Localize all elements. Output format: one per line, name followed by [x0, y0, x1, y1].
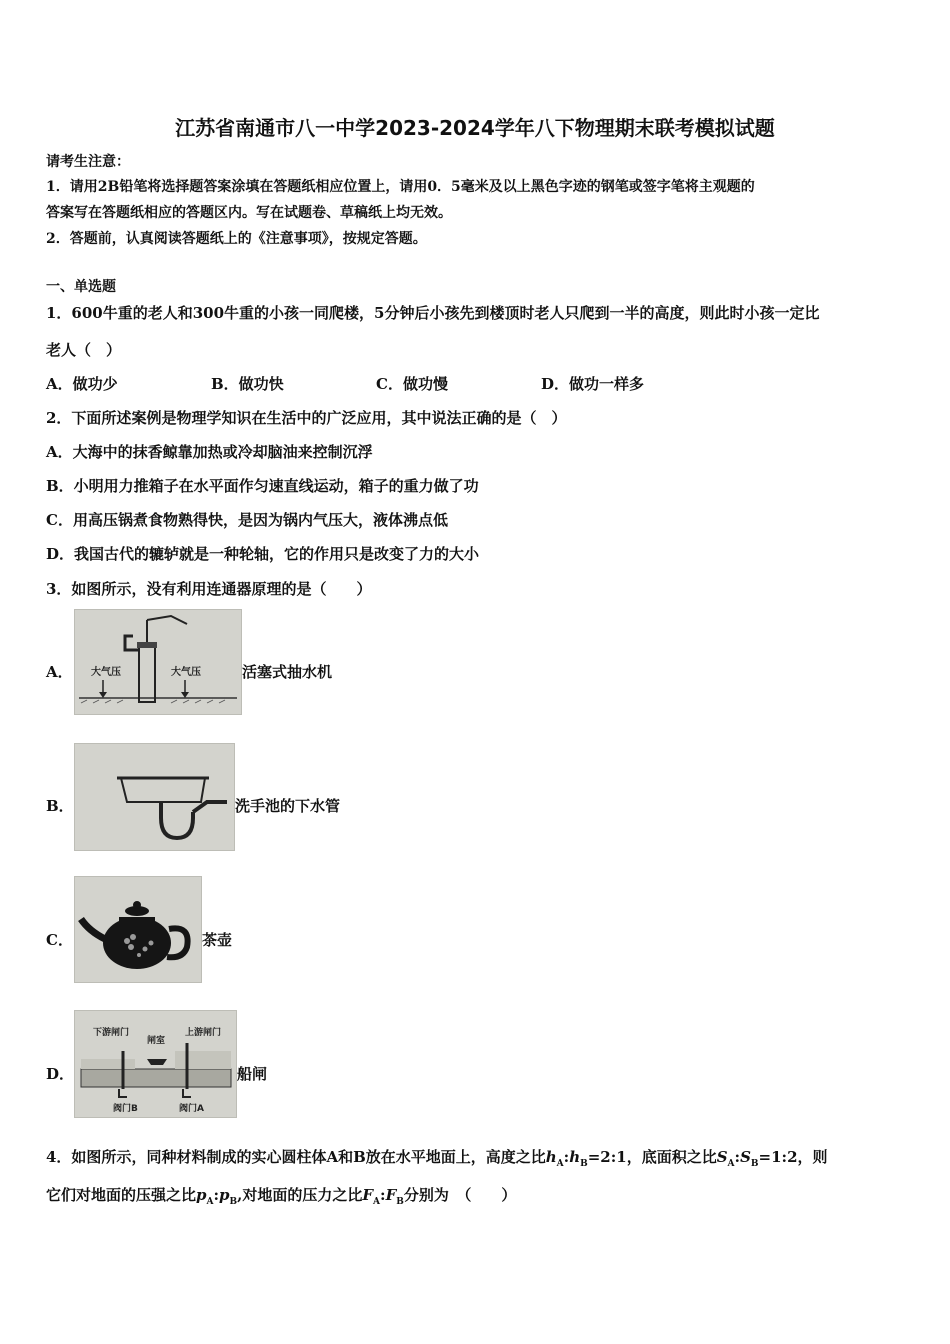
q3-option-d-label: 船闸	[237, 1065, 268, 1083]
fig-d-label-downstream-gate: 下游闸门	[93, 1028, 130, 1038]
fig-d-label-valve-a: 阀门A	[179, 1104, 204, 1114]
fig-d-label-upstream-gate: 上游闸门	[185, 1028, 222, 1038]
q1-option-d: D．做功一样多	[541, 375, 645, 393]
q3-option-d-letter: D．	[46, 1065, 75, 1083]
q3-stem: 3．如图所示，没有利用连通器原理的是（ ）	[46, 580, 372, 598]
q3-option-b-label: 洗手池的下水管	[235, 797, 341, 815]
notice-line-1b: 答案写在答题纸相应的答题区内。写在试题卷、草稿纸上均无效。	[46, 205, 452, 221]
q2-option-d: D．我国古代的辘轳就是一种轮轴，它的作用只是改变了力的大小	[46, 545, 480, 563]
q1-option-a: A．做功少	[46, 375, 118, 393]
q2-option-a: A．大海中的抹香鲸靠加热或冷却脑油来控制沉浮	[46, 443, 373, 461]
notice-line-1a: 1．请用2B铅笔将选择题答案涂填在答题纸相应位置上，请用0．5毫米及以上黑色字迹的钢笔或签字笔将主观题的	[46, 179, 755, 195]
q3-option-b-letter: B．	[46, 797, 74, 815]
q4-text-2: 它们对地面的压强之比	[46, 1186, 197, 1204]
fig-d-label-chamber: 闸室	[147, 1036, 166, 1046]
page-title: 江苏省南通市八一中学2023-2024学年八下物理期末联考模拟试题	[175, 116, 775, 140]
section-heading: 一、单选题	[46, 279, 116, 295]
q1-option-b: B．做功快	[211, 375, 284, 393]
q3-option-a-label: 活塞式抽水机	[242, 663, 333, 681]
q3-option-c-letter: C．	[46, 931, 73, 949]
q1-stem-a: 1．600牛重的老人和300牛重的小孩一同爬楼，5分钟后小孩先到楼顶时老人只爬到一半的高度，则此时小孩一定比	[46, 304, 820, 322]
fig-a-label-right: 大气压	[171, 667, 201, 678]
ship-lock-figure	[74, 1010, 237, 1118]
q2-option-b: B．小明用力推箱子在水平面作匀速直线运动，箱子的重力做了功	[46, 477, 479, 495]
q1-option-c: C．做功慢	[376, 375, 448, 393]
fig-d-label-valve-b: 阀门B	[113, 1104, 138, 1114]
notice-heading: 请考生注意：	[46, 154, 130, 170]
q3-option-a-letter: A．	[46, 663, 73, 681]
q4-stem-line-1: 4．如图所示，同种材料制成的实心圆柱体A和B放在水平地面上，高度之比$h_A:h_B=2:1$，底面积之比$S_A:S_B=1:2$，则	[46, 1148, 828, 1169]
fig-a-label-left: 大气压	[91, 667, 121, 678]
sink-drain-figure	[74, 743, 235, 851]
notice-line-2: 2．答题前，认真阅读答题纸上的《注意事项》，按规定答题。	[46, 231, 427, 247]
q4-text-1: 4．如图所示，同种材料制成的实心圆柱体A和B放在水平地面上，高度之比	[46, 1148, 546, 1166]
q2-option-c: C．用高压锅煮食物熟得快，是因为锅内气压大，液体沸点低	[46, 511, 448, 529]
q3-option-c-label: 茶壶	[202, 931, 233, 949]
q2-stem: 2．下面所述案例是物理学知识在生活中的广泛应用，其中说法正确的是（ ）	[46, 409, 567, 427]
piston-pump-figure	[74, 609, 242, 715]
q1-stem-b: 老人（ ）	[46, 341, 122, 359]
q4-stem-line-2: 它们对地面的压强之比$p_A:p_B$,对地面的压力之比$F_A:F_B$分别为 （ ）	[46, 1186, 517, 1207]
teapot-figure	[74, 876, 202, 983]
